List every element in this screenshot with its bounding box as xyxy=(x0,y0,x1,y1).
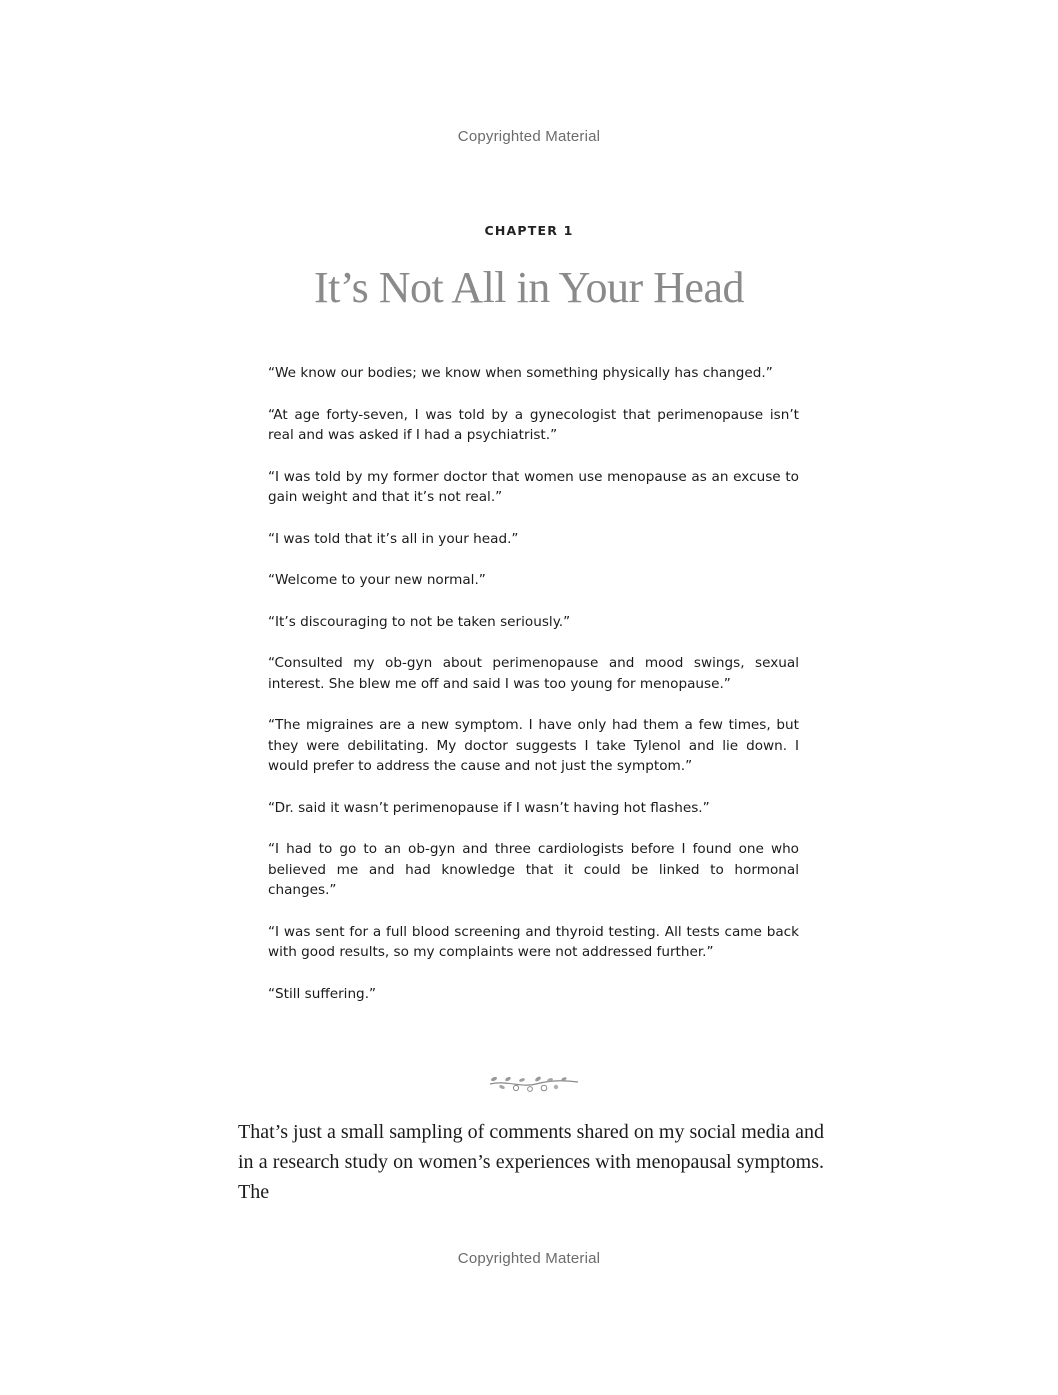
quote: “I had to go to an ob-gyn and three cardiologists before I found one who believed me and had knowledge that it could be linked to hormonal changes.” xyxy=(268,841,799,898)
chapter-label: CHAPTER 1 xyxy=(484,223,574,238)
quote: “Consulted my ob-gyn about perimenopause and mood swings, sexual interest. She blew me off and said I was too young for menopause.” xyxy=(268,655,799,692)
quote: “At age forty-seven, I was told by a gynecologist that perimenopause isn’t real and was asked if I had a psychiatrist.” xyxy=(268,406,799,443)
quote: “It’s discouraging to not be taken seriously.” xyxy=(268,613,571,630)
quote: “I was sent for a full blood screening and thyroid testing. All tests came back with good results, so my complaints were not addressed further.” xyxy=(268,923,799,960)
quote: “We know our bodies; we know when something physically has changed.” xyxy=(268,365,773,381)
quote: “The migraines are a new symptom. I have only had them a few times, but they were debilitating. My doctor suggests I take Tylenol and lie down. I would prefer to address the cause and not just the symptom.” xyxy=(268,717,799,774)
copyright-watermark-bottom: Copyrighted Material xyxy=(457,1250,601,1267)
quote-list xyxy=(268,363,799,1025)
chapter-title: It’s Not All in Your Head xyxy=(314,263,744,312)
quote: “I was told by my former doctor that women use menopause as an excuse to gain weight and that it’s not real.” xyxy=(268,468,799,505)
quote: “Dr. said it wasn’t perimenopause if I wasn’t having hot flashes.” xyxy=(268,799,710,816)
body-paragraph xyxy=(238,1117,824,1207)
quote: “Welcome to your new normal.” xyxy=(268,572,486,588)
floral-vine-icon xyxy=(486,1068,582,1098)
body-paragraph-text: That’s just a small sampling of comments shared on my social media and in a research study on women’s experiences with menopausal symptoms. The xyxy=(238,1121,824,1203)
copyright-watermark-top: Copyrighted Material xyxy=(457,128,601,145)
quote: “I was told that it’s all in your head.” xyxy=(268,530,519,547)
quote: “Still suffering.” xyxy=(268,985,377,1002)
